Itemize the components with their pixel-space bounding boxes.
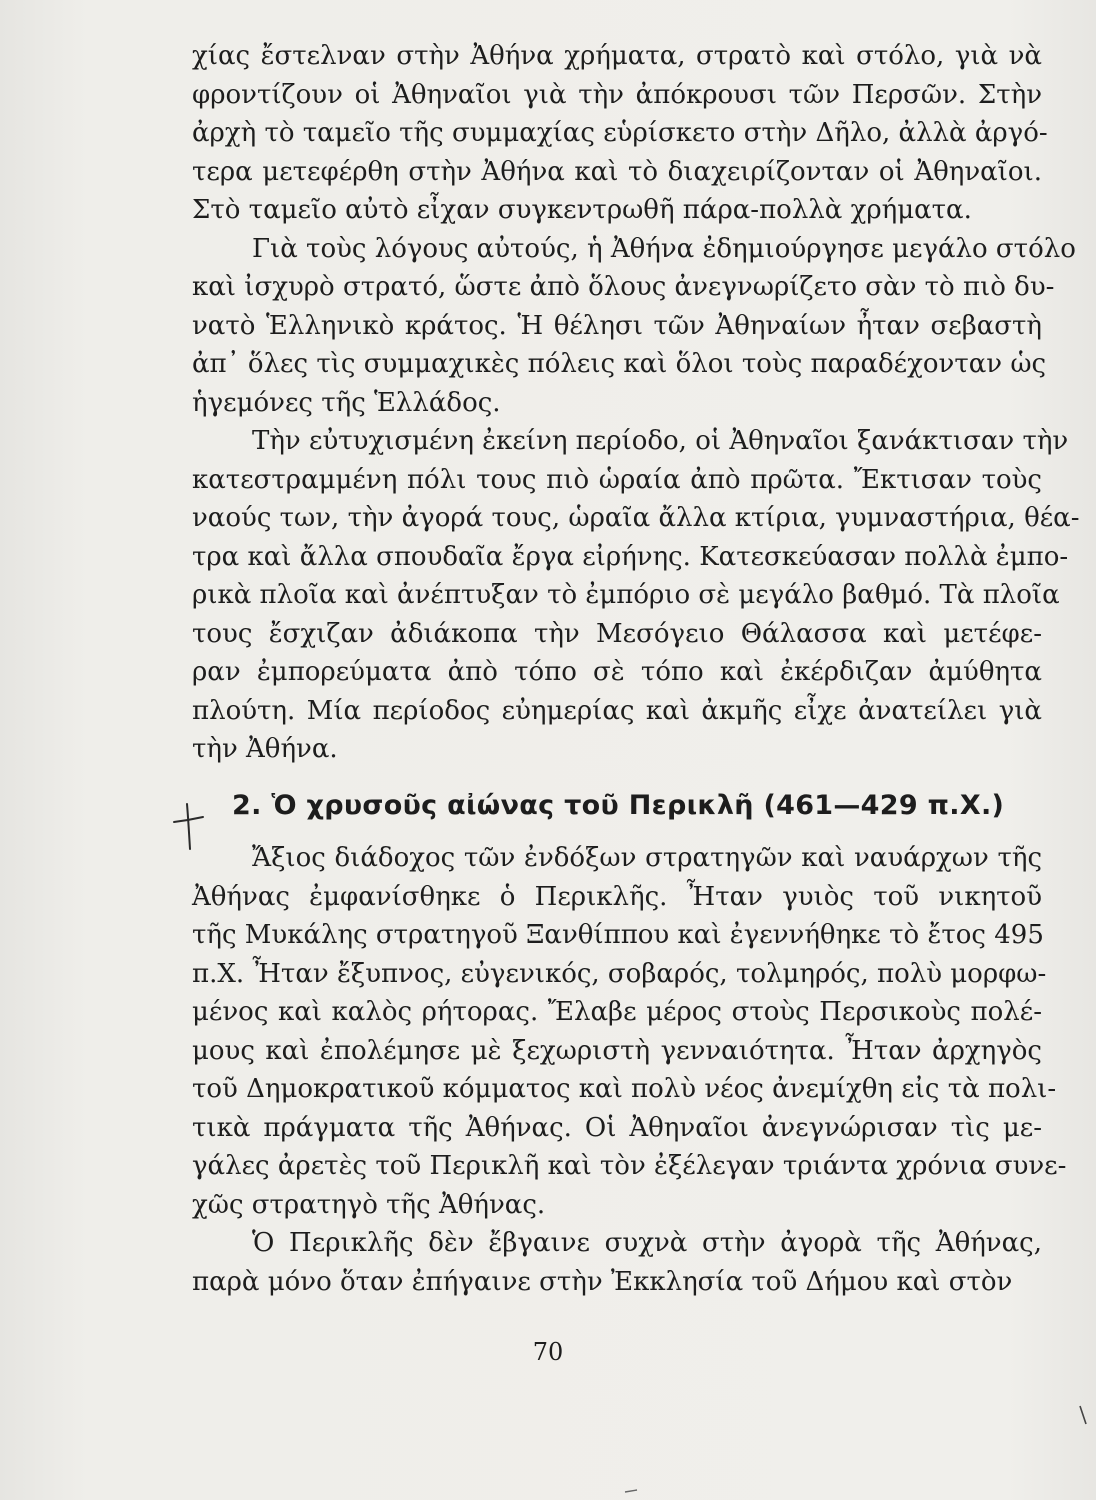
text-line: φροντίζουν οἱ Ἀθηναῖοι γιὰ τὴν ἀπόκρουσι τῶν Περσῶν. Στὴν (192, 79, 1042, 110)
margin-tick-mark (1078, 1404, 1088, 1426)
text-line: ἀπ᾽ ὅλες τὶς συμμαχικὲς πόλεις καὶ ὅλοι τοὺς παραδέχονταν ὡς (192, 349, 1047, 379)
text-line: Ἄξιος διάδοχος τῶν ἐνδόξων στρατηγῶν καὶ ναυάρχων τῆς (252, 843, 1042, 873)
text-line: χῶς στρατηγὸ τῆς Ἀθήνας. (192, 1189, 546, 1220)
text-line: τους ἔσχιζαν ἀδιάκοπα τὴν Μεσόγειο Θάλασσα καὶ μετέφε- (192, 618, 1042, 649)
page-number: 70 (532, 1338, 564, 1366)
paragraph (192, 37, 1048, 230)
text-line: ραν ἐμπορεύματα ἀπὸ τόπο σὲ τόπο καὶ ἐκέρδιζαν ἀμύθητα (192, 657, 1042, 687)
text-line: τοῦ Δημοκρατικοῦ κόμματος καὶ πολὺ νέος ἀνεμίχθη εἰς τὰ πολι- (192, 1074, 1057, 1104)
text-line: τῆς Μυκάλης στρατηγοῦ Ξανθίππου καὶ ἐγεννήθηκε τὸ ἔτος 495 (192, 920, 1044, 950)
text-line: κατεστραμμένη πόλι τους πιὸ ὡραία ἀπὸ πρῶτα. Ἔκτισαν τοὺς (192, 464, 1042, 495)
text-line: τρα καὶ ἄλλα σπουδαῖα ἔργα εἰρήνης. Κατεσκεύασαν πολλὰ ἐμπο- (192, 541, 1069, 572)
top-text-block (192, 37, 1080, 769)
text-line: Ἀθήνας ἐμφανίσθηκε ὁ Περικλῆς. Ἦταν γυιὸς τοῦ νικητοῦ (192, 881, 1042, 912)
text-line: ρικὰ πλοῖα καὶ ἀνέπτυξαν τὸ ἐμπόριο σὲ μεγάλο βαθμό. Τὰ πλοῖα (192, 580, 1060, 610)
text-line: Ὁ Περικλῆς δὲν ἔβγαινε συχνὰ στὴν ἀγορὰ τῆς Ἀθήνας, (252, 1228, 1042, 1258)
text-line: τὴν Ἀθήνα. (192, 734, 338, 764)
text-line: Στὸ ταμεῖο αὐτὸ εἶχαν συγκεντρωθῆ πάρα-πολλὰ χρήματα. (192, 195, 972, 225)
paragraph (192, 230, 1076, 423)
text-line: τικὰ πράγματα τῆς Ἀθήνας. Οἱ Ἀθηναῖοι ἀνεγνώρισαν τὶς με- (192, 1112, 1042, 1143)
text-line: ναούς των, τὴν ἀγορά τους, ὡραῖα ἄλλα κτίρια, γυμναστήρια, θέα- (192, 503, 1080, 533)
text-line: Τὴν εὐτυχισμένη ἐκείνη περίοδο, οἱ Ἀθηναῖοι ξανάκτισαν τὴν (252, 426, 1069, 456)
text-line: ἡγεμόνες τῆς Ἑλλάδος. (192, 387, 501, 418)
paragraph (192, 1224, 1042, 1301)
text-line: καὶ ἰσχυρὸ στρατό, ὥστε ἀπὸ ὅλους ἀνεγνωρίζετο σὰν τὸ πιὸ δυ- (192, 272, 1055, 302)
text-line: ἀρχὴ τὸ ταμεῖο τῆς συμμαχίας εὑρίσκετο στὴν Δῆλο, ἀλλὰ ἀργό- (192, 118, 1048, 148)
text-line: Γιὰ τοὺς λόγους αὐτούς, ἡ Ἀθήνα ἐδημιούργησε μεγάλο στόλο (252, 233, 1076, 264)
text-line: νατὸ Ἑλληνικὸ κράτος. Ἡ θέλησι τῶν Ἀθηναίων ἦταν σεβαστὴ (192, 310, 1042, 341)
text-line: γάλες ἀρετὲς τοῦ Περικλῆ καὶ τὸν ἐξέλεγαν τριάντα χρόνια συνε- (192, 1151, 1067, 1181)
section-heading: 2. Ὁ χρυσοῦς αἰώνας τοῦ Περικλῆ (461—429 π.Χ.) (232, 790, 1005, 821)
text-line: χίας ἔστελναν στὴν Ἀθήνα χρήματα, στρατὸ καὶ στόλο, γιὰ νὰ (192, 41, 1042, 71)
text-line: π.Χ. Ἦταν ἔξυπνος, εὐγενικός, σοβαρός, τολμηρός, πολὺ μορφω- (192, 958, 1047, 989)
bottom-text-block (192, 839, 1067, 1301)
text-line: τερα μετεφέρθη στὴν Ἀθήνα καὶ τὸ διαχειρίζονταν οἱ Ἀθηναῖοι. (192, 156, 1042, 187)
paragraph (192, 839, 1067, 1224)
text-line: μους καὶ ἐπολέμησε μὲ ξεχωριστὴ γενναιότητα. Ἦταν ἀρχηγὸς (192, 1035, 1042, 1066)
text-line: μένος καὶ καλὸς ρήτορας. Ἔλαβε μέρος στοὺς Περσικοὺς πολέ- (192, 997, 1042, 1027)
text-line: πλούτη. Μία περίοδος εὐημερίας καὶ ἀκμῆς εἶχε ἀνατείλει γιὰ (192, 695, 1042, 726)
text-line: παρὰ μόνο ὅταν ἐπήγαινε στὴν Ἐκκλησία τοῦ Δήμου καὶ στὸν (192, 1266, 1013, 1297)
paragraph (192, 422, 1080, 769)
paper-speck (624, 1487, 638, 1495)
